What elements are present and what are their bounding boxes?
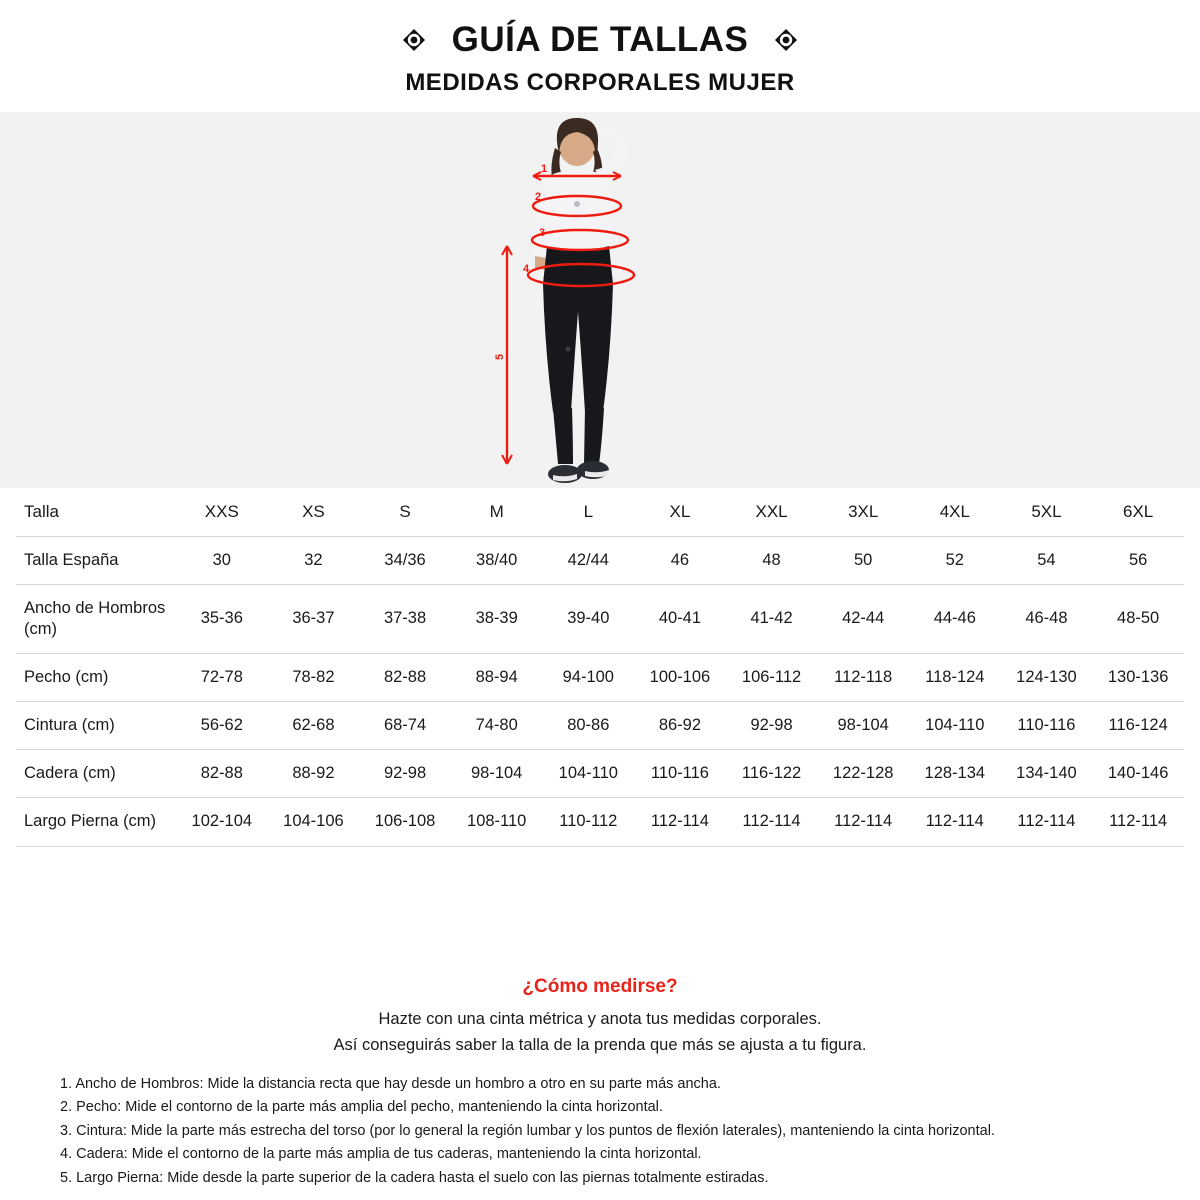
how-to-measure-line-2: Así conseguirás saber la talla de la prenda que más se ajusta a tu figura.	[333, 1036, 867, 1055]
marker-4: 4	[523, 263, 530, 275]
table-row-talla	[16, 488, 1184, 536]
row-label: Largo Pierna (cm)	[16, 798, 176, 846]
cell: 74-80	[451, 702, 543, 750]
cell: S	[359, 488, 451, 536]
table-row-ancho-hombros	[16, 584, 1184, 653]
cell: XXL	[726, 488, 818, 536]
row-label: Cintura (cm)	[16, 702, 176, 750]
cell: 44-46	[909, 584, 1001, 653]
cell: 32	[268, 536, 360, 584]
cell: 108-110	[451, 798, 543, 846]
note-item: 4. Cadera: Mide el contorno de la parte más amplia de tus caderas, manteniendo la cinta horizontal.	[60, 1146, 702, 1163]
table-row-talla-espana	[16, 536, 1184, 584]
marker-2: 2	[535, 191, 542, 203]
marker-3: 3	[539, 227, 546, 239]
cell: 124-130	[1001, 654, 1093, 702]
size-table-container	[0, 488, 1200, 958]
title-row	[402, 20, 799, 60]
cell: 106-112	[726, 654, 818, 702]
cell: 48-50	[1092, 584, 1184, 653]
how-to-measure-title: ¿Cómo medirse?	[522, 976, 678, 998]
cell: 112-114	[1001, 798, 1093, 846]
cell: 52	[909, 536, 1001, 584]
cell: 4XL	[909, 488, 1001, 536]
cell: 30	[176, 536, 268, 584]
cell: 3XL	[817, 488, 909, 536]
cell: 112-114	[726, 798, 818, 846]
table-row-cadera	[16, 750, 1184, 798]
cell: 56	[1092, 536, 1184, 584]
note-item: 5. Largo Pierna: Mide desde la parte superior de la cadera hasta el suelo con las piernas totalmente estiradas.	[60, 1169, 769, 1186]
cell: 62-68	[268, 702, 360, 750]
cell: 110-116	[634, 750, 726, 798]
cell: 110-112	[543, 798, 635, 846]
target-icon-left	[402, 28, 426, 52]
cell: 116-122	[726, 750, 818, 798]
cell: 130-136	[1092, 654, 1184, 702]
row-label: Talla España	[16, 536, 176, 584]
cell: 37-38	[359, 584, 451, 653]
cell: 104-106	[268, 798, 360, 846]
cell: 134-140	[1001, 750, 1093, 798]
page-subtitle: MEDIDAS CORPORALES MUJER	[405, 68, 795, 96]
cell: 82-88	[359, 654, 451, 702]
header	[0, 0, 1200, 112]
size-table	[16, 488, 1184, 847]
marker-5: 5	[494, 353, 506, 360]
cell: 42-44	[817, 584, 909, 653]
how-to-measure-line-1: Hazte con una cinta métrica y anota tus medidas corporales.	[378, 1010, 822, 1029]
marker-1: 1	[541, 163, 548, 175]
cell: 112-114	[634, 798, 726, 846]
cell: 112-114	[817, 798, 909, 846]
table-row-largo-pierna	[16, 798, 1184, 846]
target-icon-right	[774, 28, 798, 52]
cell: 39-40	[543, 584, 635, 653]
cell: 46-48	[1001, 584, 1093, 653]
cell: 104-110	[909, 702, 1001, 750]
cell: 100-106	[634, 654, 726, 702]
cell: 88-94	[451, 654, 543, 702]
cell: 54	[1001, 536, 1093, 584]
page-title: GUÍA DE TALLAS	[451, 19, 749, 59]
table-row-pecho	[16, 654, 1184, 702]
cell: 6XL	[1092, 488, 1184, 536]
cell: 92-98	[726, 702, 818, 750]
cell: 98-104	[817, 702, 909, 750]
table-row-cintura	[16, 702, 1184, 750]
cell: 68-74	[359, 702, 451, 750]
note-item: 1. Ancho de Hombros: Mide la distancia recta que hay desde un hombro a otro en su parte más ancha.	[60, 1075, 721, 1092]
cell: 5XL	[1001, 488, 1093, 536]
cell: 86-92	[634, 702, 726, 750]
row-label: Pecho (cm)	[16, 654, 176, 702]
row-label: Talla	[16, 488, 176, 536]
cell: M	[451, 488, 543, 536]
row-label: Ancho de Hombros (cm)	[16, 584, 176, 653]
cell: 41-42	[726, 584, 818, 653]
cell: 116-124	[1092, 702, 1184, 750]
cell: XS	[268, 488, 360, 536]
cell: 88-92	[268, 750, 360, 798]
cell: 36-37	[268, 584, 360, 653]
cell: 38-39	[451, 584, 543, 653]
cell: 112-118	[817, 654, 909, 702]
cell: 38/40	[451, 536, 543, 584]
cell: 48	[726, 536, 818, 584]
cell: XL	[634, 488, 726, 536]
cell: 118-124	[909, 654, 1001, 702]
cell: 104-110	[543, 750, 635, 798]
model-illustration	[485, 112, 715, 488]
row-label: Cadera (cm)	[16, 750, 176, 798]
cell: 42/44	[543, 536, 635, 584]
cell: 112-114	[909, 798, 1001, 846]
cell: 112-114	[1092, 798, 1184, 846]
cell: XXS	[176, 488, 268, 536]
cell: 50	[817, 536, 909, 584]
cell: 35-36	[176, 584, 268, 653]
cell: 94-100	[543, 654, 635, 702]
cell: 128-134	[909, 750, 1001, 798]
measurement-notes	[0, 1073, 1200, 1190]
cell: 140-146	[1092, 750, 1184, 798]
cell: 82-88	[176, 750, 268, 798]
cell: 92-98	[359, 750, 451, 798]
cell: 110-116	[1001, 702, 1093, 750]
cell: 102-104	[176, 798, 268, 846]
cell: 98-104	[451, 750, 543, 798]
note-item: 3. Cintura: Mide la parte más estrecha del torso (por lo general la región lumbar y los puntos de flexión laterales), manteniendo la cinta horizontal.	[60, 1122, 995, 1139]
cell: L	[543, 488, 635, 536]
cell: 78-82	[268, 654, 360, 702]
cell: 122-128	[817, 750, 909, 798]
cell: 46	[634, 536, 726, 584]
cell: 106-108	[359, 798, 451, 846]
cell: 56-62	[176, 702, 268, 750]
cell: 40-41	[634, 584, 726, 653]
cell: 34/36	[359, 536, 451, 584]
cell: 80-86	[543, 702, 635, 750]
measurement-figure-panel	[0, 112, 1200, 488]
note-item: 2. Pecho: Mide el contorno de la parte más amplia del pecho, manteniendo la cinta horizontal.	[60, 1099, 663, 1116]
cell: 72-78	[176, 654, 268, 702]
how-to-measure-section	[0, 958, 1200, 1200]
